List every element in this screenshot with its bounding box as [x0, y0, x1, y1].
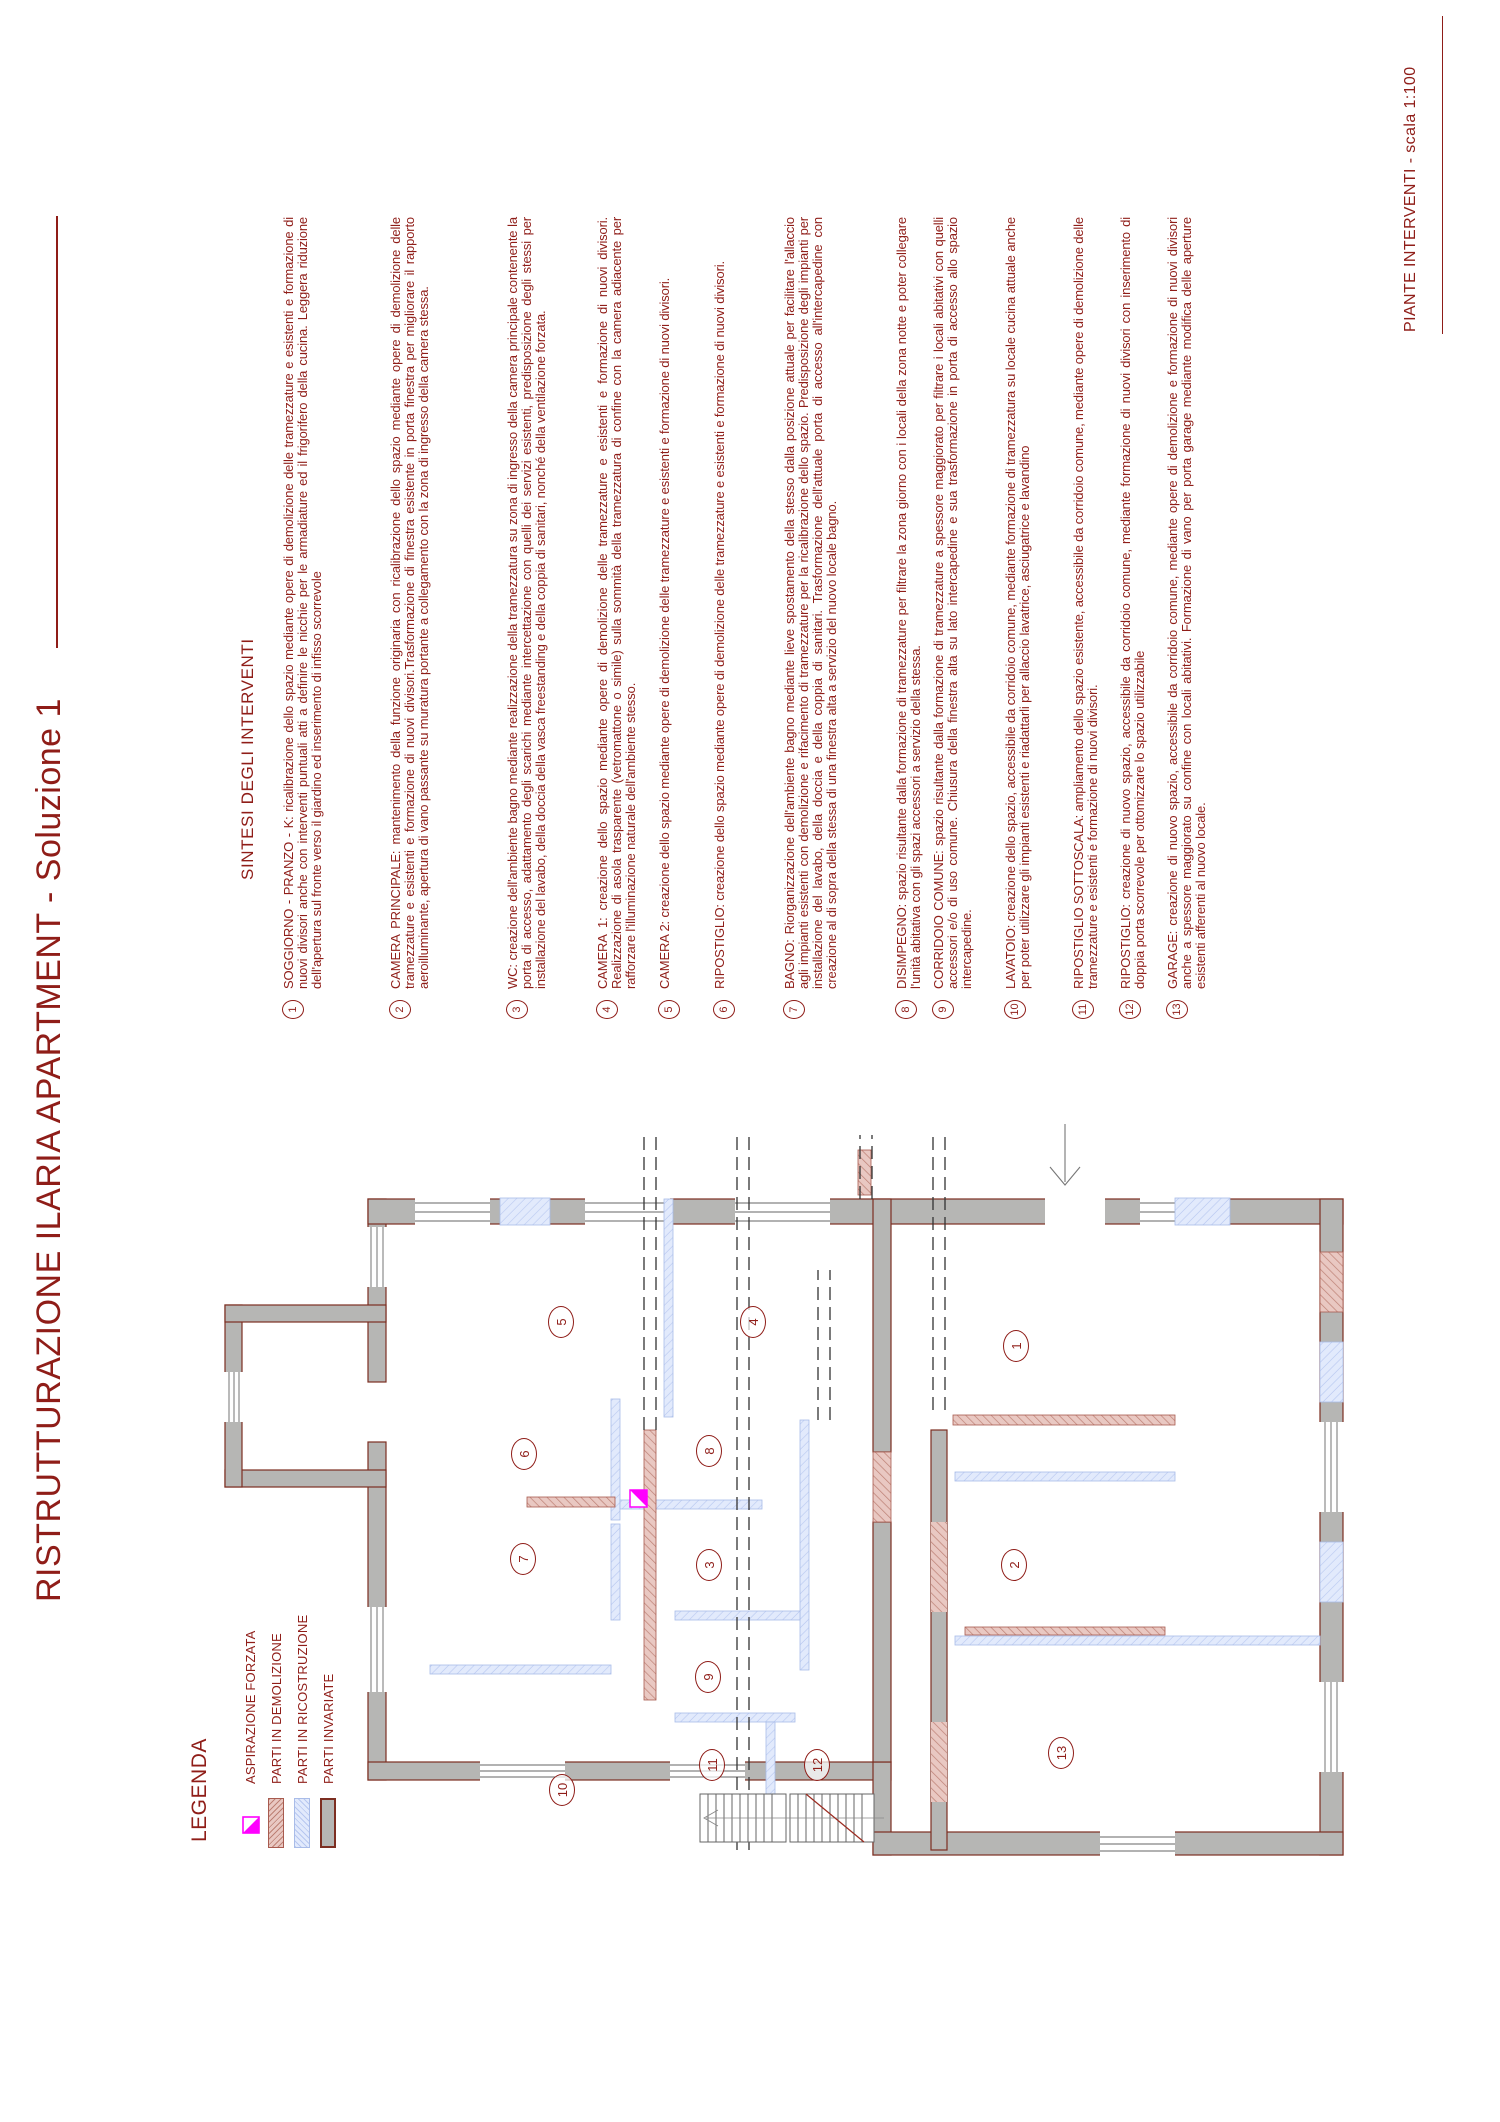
window-icons	[224, 1198, 1344, 1856]
legend-item-label: PARTI IN RICOSTRUZIONE	[295, 1614, 310, 1784]
item-number-badge: 13	[1166, 1000, 1188, 1019]
interventions-title: SINTESI DEGLI INTERVENTI	[238, 638, 257, 880]
entrance-arrow-icon	[1050, 1124, 1080, 1185]
room-label-4: 4	[740, 1306, 766, 1338]
legend-title: LEGENDA	[188, 1738, 211, 1842]
room-label-13: 13	[1048, 1737, 1074, 1769]
legend-item-label: PARTI INVARIATE	[321, 1673, 336, 1784]
legend-item-label: PARTI IN DEMOLIZIONE	[269, 1633, 284, 1784]
item-text: SOGGIORNO - PRANZO - K: ricalibrazione dello spazio mediante opere di demolizione delle tramezzature e esistenti e formazione di nuovi divisori anche con interventi puntuali atti a definire le nicchie per le armadiature ed il frigorifero della cucina. Leggera riduzione dell'apertura sul fronte verso il giardino ed inserimento di infisso scorrevole	[281, 217, 324, 989]
item-number-badge: 11	[1072, 1000, 1094, 1019]
item-text: CORRIDOIO COMUNE: spazio risultante dalla formazione di tramezzature a spessore maggiorato per filtrare i locali abitativi con quelli accessori e/o di uso comune. Chiusura della finestra alta su lato intercapedine e sua trasformazione in porta di accesso allo spazio intercapedine.	[931, 217, 974, 989]
item-number-badge: 7	[783, 1000, 805, 1019]
item-text: WC: creazione dell'ambiente bagno mediante realizzazione della tramezzatura su zona di ingresso della camera principale contenente la porta di accesso, adattamento degli scarichi mediante intercettazione con quelli dei servizi esistenti, predisposizione degli stessi per installazione del lavabo, della doccia della vasca freestanding e della coppia di sanitari, nonché della ventilazione forzata.	[505, 217, 548, 989]
item-number-badge: 6	[713, 1000, 735, 1019]
title-rule	[56, 216, 58, 648]
item-number-badge: 10	[1004, 1000, 1026, 1019]
item-text: DISIMPEGNO: spazio risultante dalla formazione di tramezzature per filtrare la zona giorno con i locali della zona notte e poter collegare l'unità abitativa con gli spazi accessori a servizio della stessa.	[894, 217, 923, 989]
floor-plan	[200, 1112, 1380, 1872]
item-number-badge: 5	[658, 1000, 680, 1019]
item-text: CAMERA PRINCIPALE: mantenimento della funzione originaria con ricalibrazione dello spazio mediante opere di demolizione delle tramezzature e esistenti e formazione di nuovi divisori.Trasformazione di finestra esistente in porta finestra per migliorare il rapporto aeroilluminante, apertura di vano passante su muratura portante a collegamento con la zona di ingresso della camera stessa.	[388, 217, 431, 989]
item-number-badge: 2	[389, 1000, 411, 1019]
page-title: RISTRUTTURAZIONE ILARIA APARTMENT - Soluzione 1	[30, 698, 68, 1602]
room-label-5: 5	[548, 1306, 574, 1338]
room-label-7: 7	[510, 1543, 536, 1575]
item-text: LAVATOIO: creazione dello spazio, accessibile da corridoio comune, mediante formazione di tramezzatura su locale cucina attuale anche per poter utilizzare gli impianti esistenti e riadattarli per allaccio lavatrice, asciugatrice e lavandino	[1003, 217, 1032, 989]
demolition-dashed-lines	[644, 1135, 945, 1850]
item-number-badge: 8	[895, 1000, 917, 1019]
room-label-1: 1	[1003, 1330, 1029, 1362]
sheet-footer-label: PIANTE INTERVENTI - scala 1:100	[1402, 66, 1419, 332]
item-text: GARAGE: creazione di nuovo spazio, accessibile da corridoio comune, mediante opere di demolizione e formazione di nuovi divisori anche a spessore maggiorato su confine con locali abitativi. Formazione di vano per porta garage mediante modifica delle aperture esistenti afferenti al nuovo locale.	[1165, 217, 1208, 989]
outer-walls	[225, 1199, 1343, 1855]
footer-rule	[1442, 16, 1443, 334]
item-number-badge: 12	[1119, 1000, 1141, 1019]
room-label-8: 8	[696, 1435, 722, 1467]
item-text: RIPOSTIGLIO: creazione dello spazio mediante opere di demolizione delle tramezzature e esistenti e formazione di nuovi divisori.	[712, 261, 727, 989]
item-number-badge: 9	[932, 1000, 954, 1019]
item-text: RIPOSTIGLIO: creazione di nuovo spazio, accessibile da corridoio comune, mediante formazione di nuovi divisori con inserimento di doppia porta scorrevole per ottomizzare lo spazio utilizzabile	[1118, 217, 1147, 989]
room-label-6: 6	[511, 1438, 537, 1470]
item-text: RIPOSTIGLIO SOTTOSCALA: ampliamento dello spazio esistente, accessibile da corridoio comune, mediante opere di demolizione delle tramezzature e esistenti e formazione di nuovi divisori.	[1071, 217, 1100, 989]
stairs-icon	[700, 1794, 884, 1842]
item-text: CAMERA 1: creazione dello spazio mediante opere di demolizione delle tramezzature e esistenti e formazione di nuovi divisori. Realizzazione di asola trasparente (vetromattone o simile) sulla sommità della tramezzatura di confine con la camera adiacente per rafforzare l'illuminazione naturale dell'ambiente stesso.	[595, 217, 638, 989]
item-number-badge: 4	[596, 1000, 618, 1019]
item-number-badge: 1	[282, 1000, 304, 1019]
item-number-badge: 3	[506, 1000, 528, 1019]
item-text: CAMERA 2: creazione dello spazio mediante opere di demolizione delle tramezzature e esistenti e formazione di nuovi divisori.	[657, 277, 672, 989]
room-label-3: 3	[696, 1549, 722, 1581]
item-text: BAGNO: Riorganizzazione dell'ambiente bagno mediante lieve spostamento della stesso dalla posizione attuale per facilitare l'allaccio agli impianti esistenti con demolizione e rifacimento di tramezzature per la ricalibrazione dello spazio. Predisposizione degli impianti per installazione del lavabo, della doccia e della coppia di sanitari. Trasformazione dell'attuale porta di accesso all'intercapedine con creazione al di sopra della stessa di una finestra alta a servizio del nuovo locale bagno.	[782, 217, 839, 989]
room-label-11: 11	[699, 1749, 725, 1781]
room-label-2: 2	[1001, 1549, 1027, 1581]
room-label-9: 9	[695, 1661, 721, 1693]
room-label-12: 12	[804, 1749, 830, 1781]
room-label-10: 10	[549, 1774, 575, 1806]
aspirazione-forzata-marker-icon	[630, 1490, 647, 1507]
legend-item-label: ASPIRAZIONE FORZATA	[243, 1630, 258, 1784]
